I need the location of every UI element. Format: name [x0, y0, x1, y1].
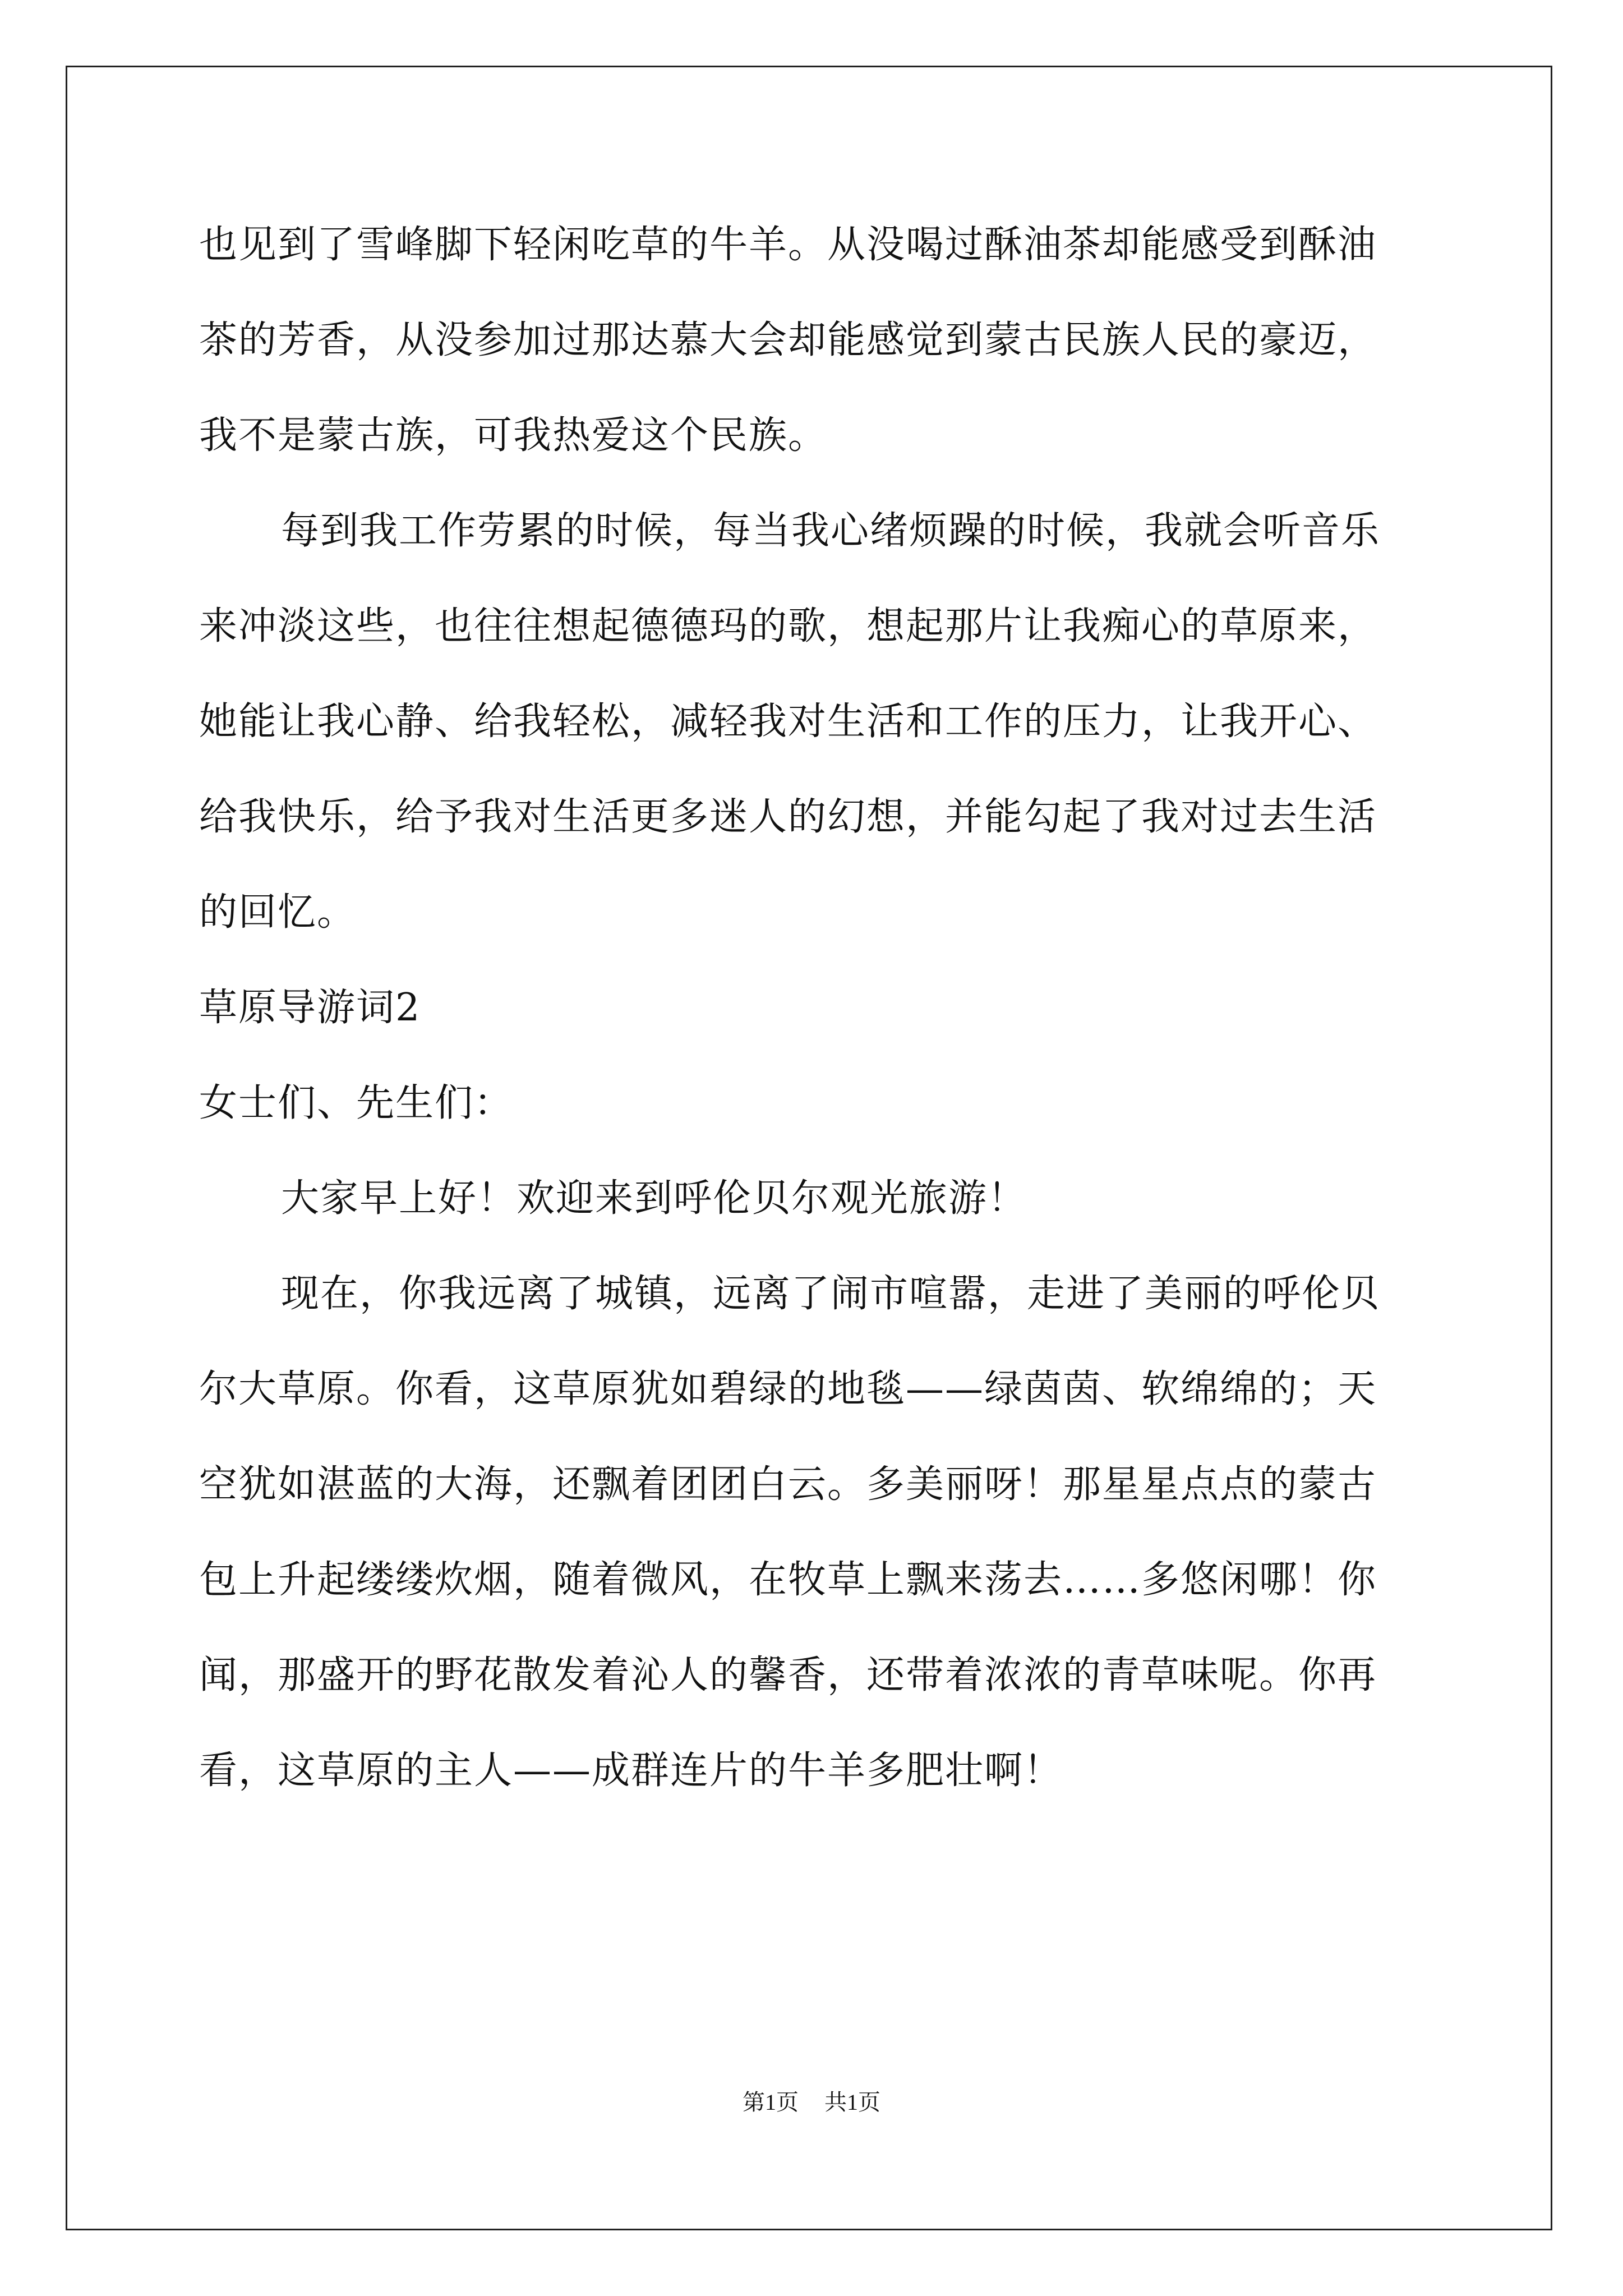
section-heading: 草原导游词2	[199, 986, 421, 1030]
text-line: 闻，那盛开的野花散发着沁人的馨香，还带着浓浓的青草味呢。你再	[199, 1653, 1377, 1697]
text-line: 她能让我心静、给我轻松，减轻我对生活和工作的压力，让我开心、	[199, 700, 1377, 744]
paragraph-first-line: 大家早上好！欢迎来到呼伦贝尔观光旅游！	[281, 1176, 1027, 1221]
text-line: 空犹如湛蓝的大海，还飘着团团白云。多美丽呀！那星星点点的蒙古	[199, 1462, 1377, 1507]
text-line: 茶的芳香，从没参加过那达慕大会却能感觉到蒙古民族人民的豪迈，	[199, 318, 1377, 362]
paragraph-first-line: 每到我工作劳累的时候，每当我心绪烦躁的时候，我就会听音乐	[281, 509, 1381, 553]
text-line: 尔大草原。你看，这草原犹如碧绿的地毯——绿茵茵、软绵绵的；天	[199, 1367, 1377, 1411]
text-line: 来冲淡这些，也往往想起德德玛的歌，想起那片让我痴心的草原来，	[199, 604, 1377, 648]
text-line: 包上升起缕缕炊烟，随着微风，在牧草上飘来荡去……多悠闲哪！你	[199, 1558, 1377, 1602]
text-line: 给我快乐，给予我对生活更多迷人的幻想，并能勾起了我对过去生活	[199, 795, 1377, 839]
text-line: 也见到了雪峰脚下轻闲吃草的牛羊。从没喝过酥油茶却能感受到酥油	[199, 223, 1377, 267]
document-body	[199, 224, 1433, 1846]
page-footer	[0, 2089, 1623, 2116]
total-pages: 共1页	[824, 2090, 880, 2115]
text-line: 的回忆。	[199, 890, 357, 935]
paragraph-first-line: 现在，你我远离了城镇，远离了闹市喧嚣，走进了美丽的呼伦贝	[281, 1272, 1381, 1316]
text-line: 我不是蒙古族，可我热爱这个民族。	[199, 413, 828, 458]
salutation: 女士们、先生们：	[199, 1081, 514, 1125]
text-line: 看，这草原的主人——成群连片的牛羊多肥壮啊！	[199, 1749, 1063, 1793]
page-number: 第1页	[743, 2090, 799, 2115]
